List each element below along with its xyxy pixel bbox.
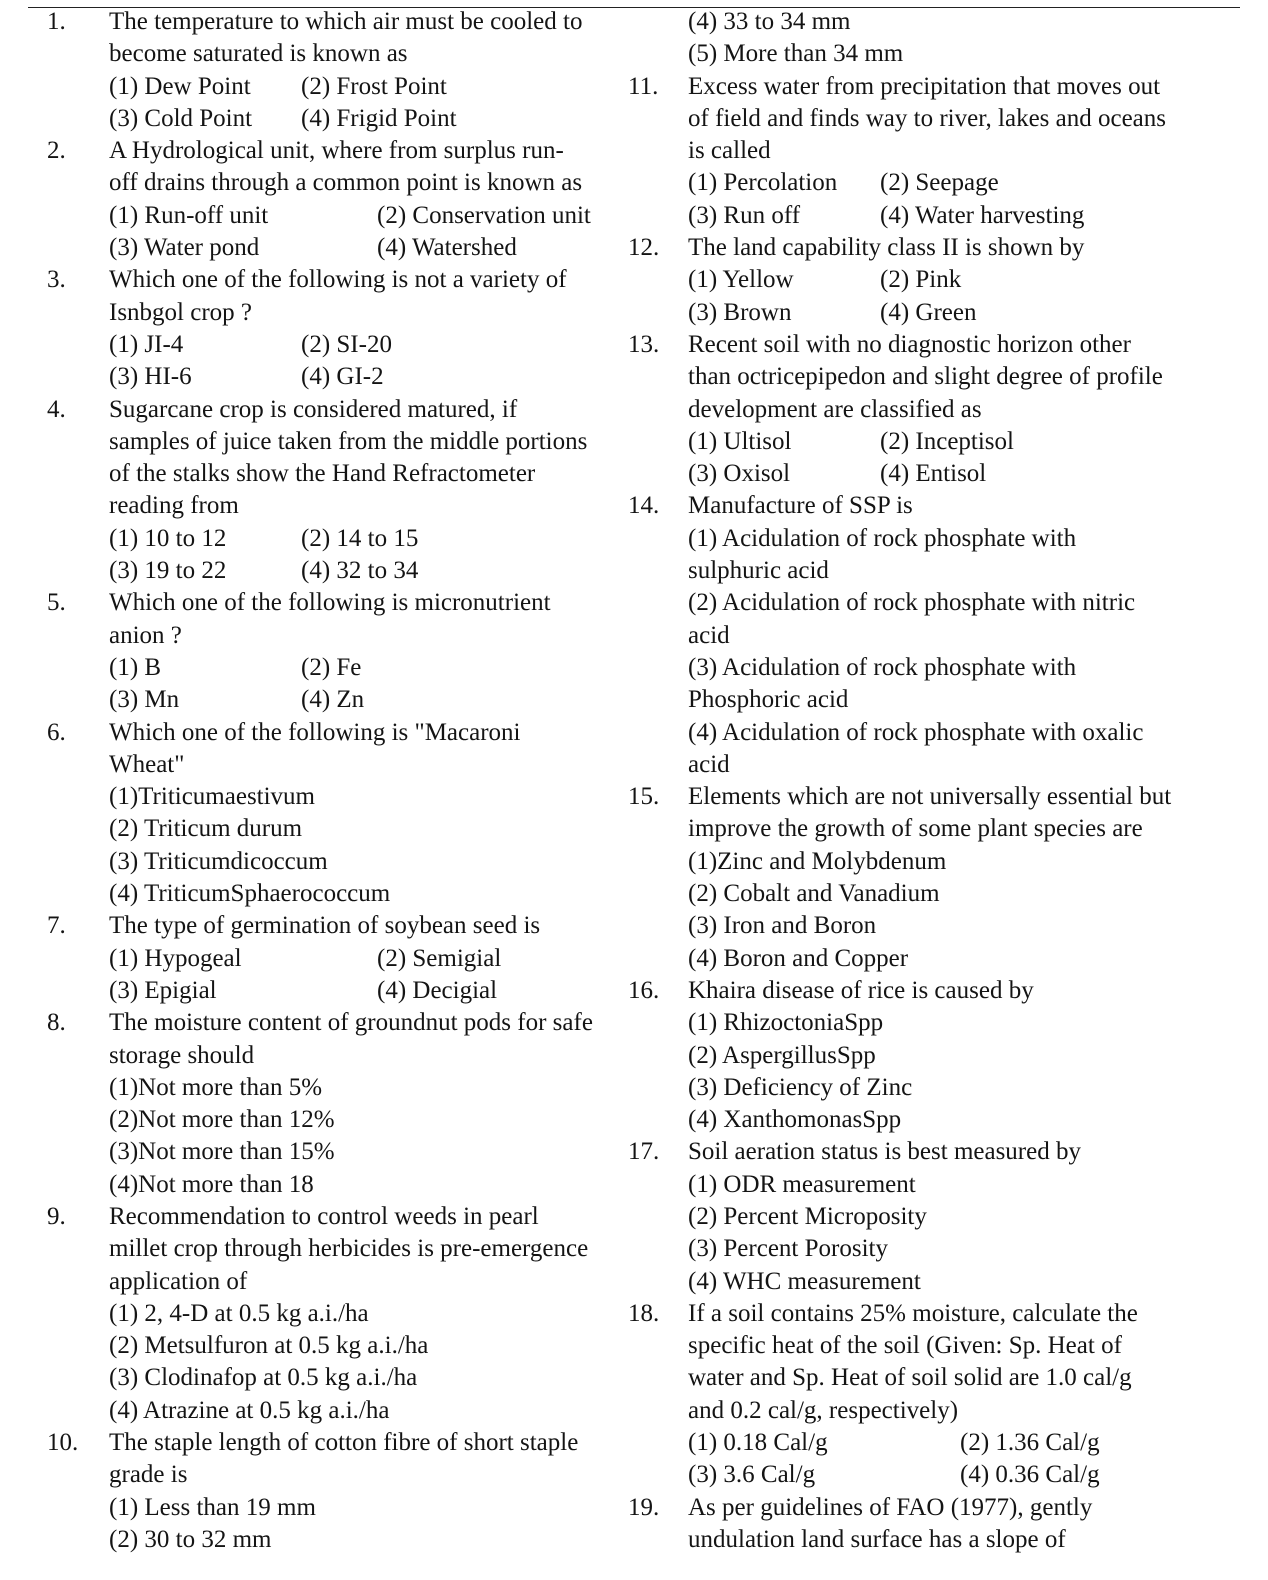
question-line	[628, 38, 1240, 70]
question-text: off drains through a common point is known as	[109, 169, 583, 197]
question-text: acid	[688, 750, 730, 778]
question-line	[47, 1233, 622, 1265]
question-line	[47, 587, 622, 619]
question-block	[628, 1136, 1240, 1297]
question-line	[628, 749, 1240, 781]
answer-option: (3) Run off	[688, 201, 801, 229]
question-text: Sugarcane crop is considered matured, if	[109, 395, 518, 423]
question-line	[628, 523, 1240, 555]
question-number: 7.	[47, 912, 66, 940]
question-line	[47, 264, 622, 296]
question-text: (5) More than 34 mm	[688, 40, 904, 68]
question-line	[47, 1492, 622, 1524]
question-text: (4) Acidulation of rock phosphate with oxalic	[688, 718, 1144, 746]
question-text: sulphuric acid	[688, 557, 829, 585]
question-text: development are classified as	[688, 395, 982, 423]
answer-option: (3) Brown	[688, 298, 792, 326]
question-line	[47, 1427, 622, 1459]
options-row	[47, 652, 622, 684]
question-block	[47, 394, 622, 588]
question-line	[47, 1459, 622, 1491]
answer-option: (1) Run-off unit	[109, 201, 269, 229]
question-line	[628, 813, 1240, 845]
question-text: (2) Cobalt and Vanadium	[688, 880, 940, 908]
question-number: 6.	[47, 718, 66, 746]
question-line	[47, 1201, 622, 1233]
question-line	[628, 910, 1240, 942]
question-number: 19.	[628, 1493, 660, 1521]
question-number: 9.	[47, 1202, 66, 1230]
question-block	[47, 910, 622, 1007]
question-text: Manufacture of SSP is	[688, 492, 913, 520]
options-row	[47, 103, 622, 135]
question-line	[47, 620, 622, 652]
question-line	[47, 1330, 622, 1362]
question-text: improve the growth of some plant species are	[688, 815, 1143, 843]
answer-option: (1) Ultisol	[688, 427, 792, 455]
question-text: (2) Triticum durum	[109, 815, 303, 843]
question-text: As per guidelines of FAO (1977), gently	[688, 1493, 1093, 1521]
question-block	[628, 71, 1240, 232]
question-text: reading from	[109, 492, 239, 520]
answer-option: (2) Conservation unit	[377, 201, 591, 229]
answer-option: (2) Pink	[880, 266, 962, 294]
question-line	[628, 490, 1240, 522]
question-text: (4) XanthomonasSpp	[688, 1106, 902, 1134]
question-text: (1) ODR measurement	[688, 1170, 916, 1198]
answer-option: (1) Percolation	[688, 169, 838, 197]
answer-option: (3) Mn	[109, 686, 180, 714]
question-number: 15.	[628, 783, 660, 811]
question-block	[47, 717, 622, 911]
question-text: (3) Acidulation of rock phosphate with	[688, 653, 1077, 681]
options-row	[628, 1427, 1240, 1459]
question-text: than octricepipedon and slight degree of profile	[688, 363, 1163, 391]
answer-option: (1) B	[109, 653, 162, 681]
question-line	[47, 1072, 622, 1104]
question-line	[628, 684, 1240, 716]
question-text: (4) 33 to 34 mm	[688, 8, 851, 35]
question-line	[47, 1104, 622, 1136]
question-text: water and Sp. Heat of soil solid are 1.0 cal/g	[688, 1364, 1132, 1392]
question-text: samples of juice taken from the middle portions	[109, 427, 588, 455]
question-text: Which one of the following is micronutrient	[109, 589, 551, 617]
answer-option: (1) Yellow	[688, 266, 794, 294]
question-text: (2) AspergillusSpp	[688, 1041, 876, 1069]
question-line	[628, 846, 1240, 878]
question-text: (3)Not more than 15%	[109, 1138, 335, 1166]
question-text: The land capability class II is shown by	[688, 234, 1085, 262]
question-text: (4) TriticumSphaerococcum	[109, 880, 391, 908]
question-number: 10.	[47, 1429, 79, 1457]
question-text: Recommendation to control weeds in pearl	[109, 1202, 539, 1230]
question-line	[47, 458, 622, 490]
question-number: 17.	[628, 1138, 660, 1166]
question-block	[47, 1007, 622, 1201]
question-line	[628, 103, 1240, 135]
question-line	[47, 426, 622, 458]
answer-option: (3) Epigial	[109, 976, 217, 1004]
question-text: (3) Deficiency of Zinc	[688, 1073, 913, 1101]
question-line	[628, 1201, 1240, 1233]
question-block	[628, 329, 1240, 490]
question-number: 4.	[47, 395, 66, 423]
left-column	[47, 6, 622, 1556]
question-text: Khaira disease of rice is caused by	[688, 976, 1034, 1004]
answer-option: (4) Frigid Point	[301, 104, 457, 132]
question-number: 13.	[628, 330, 660, 358]
question-line	[47, 1362, 622, 1394]
question-line	[628, 1266, 1240, 1298]
answer-option: (1) 0.18 Cal/g	[688, 1429, 828, 1457]
question-text: Recent soil with no diagnostic horizon other	[688, 330, 1131, 358]
options-row	[47, 684, 622, 716]
question-block	[628, 1492, 1240, 1557]
answer-option: (2) Frost Point	[301, 72, 447, 100]
question-text: (1)Not more than 5%	[109, 1073, 323, 1101]
question-text: (4) WHC measurement	[688, 1267, 921, 1295]
options-row	[628, 458, 1240, 490]
question-line	[47, 1169, 622, 1201]
options-row	[628, 297, 1240, 329]
question-line	[47, 1040, 622, 1072]
question-line	[47, 6, 622, 38]
question-text: (1)Zinc and Molybdenum	[688, 847, 947, 875]
question-block	[47, 264, 622, 393]
question-line	[47, 394, 622, 426]
question-line	[47, 167, 622, 199]
question-block	[47, 6, 622, 135]
question-line	[47, 1007, 622, 1039]
question-text: acid	[688, 621, 730, 649]
options-row	[628, 426, 1240, 458]
answer-option: (3) 19 to 22	[109, 557, 227, 585]
question-number: 16.	[628, 976, 660, 1004]
answer-option: (2) Fe	[301, 653, 362, 681]
question-line	[628, 135, 1240, 167]
question-line	[47, 135, 622, 167]
question-text: grade is	[109, 1461, 188, 1489]
options-row	[47, 975, 622, 1007]
question-block	[47, 1201, 622, 1427]
question-number: 8.	[47, 1009, 66, 1037]
question-line	[628, 1233, 1240, 1265]
question-block	[47, 587, 622, 716]
question-line	[628, 1136, 1240, 1168]
question-block	[47, 135, 622, 264]
question-line	[628, 1524, 1240, 1556]
options-row	[47, 232, 622, 264]
question-text: Excess water from precipitation that moves out	[688, 72, 1161, 100]
answer-option: (4) GI-2	[301, 363, 384, 391]
question-text: The type of germination of soybean seed is	[109, 912, 541, 940]
answer-option: (4) Decigial	[377, 976, 498, 1004]
question-text: (2) 30 to 32 mm	[109, 1525, 272, 1553]
question-number: 11.	[628, 72, 659, 100]
question-line	[47, 1395, 622, 1427]
question-line	[628, 361, 1240, 393]
question-line	[628, 878, 1240, 910]
answer-option: (4) Zn	[301, 686, 365, 714]
options-row	[628, 1459, 1240, 1491]
answer-option: (2) Semigial	[377, 944, 502, 972]
answer-option: (4) 0.36 Cal/g	[960, 1461, 1100, 1489]
question-text: storage should	[109, 1041, 255, 1069]
question-line	[628, 781, 1240, 813]
question-line	[47, 1298, 622, 1330]
question-text: millet crop through herbicides is pre-emergence	[109, 1235, 589, 1263]
question-line	[628, 1007, 1240, 1039]
question-text: (1) RhizoctoniaSpp	[688, 1009, 884, 1037]
question-text: (1) Less than 19 mm	[109, 1493, 316, 1521]
answer-option: (2) SI-20	[301, 330, 392, 358]
answer-option: (4) Green	[880, 298, 977, 326]
options-row	[47, 361, 622, 393]
options-row	[628, 264, 1240, 296]
question-text: (3) Clodinafop at 0.5 kg a.i./ha	[109, 1364, 418, 1392]
question-block	[628, 975, 1240, 1136]
answer-option: (2) Inceptisol	[880, 427, 1014, 455]
question-line	[47, 846, 622, 878]
question-text: The staple length of cotton fibre of short staple	[109, 1429, 579, 1457]
question-line	[47, 1266, 622, 1298]
question-text: The moisture content of groundnut pods for safe	[109, 1009, 593, 1037]
options-row	[47, 200, 622, 232]
question-number: 18.	[628, 1299, 660, 1327]
answer-option: (3) Water pond	[109, 234, 260, 262]
question-text: If a soil contains 25% moisture, calculate the	[688, 1299, 1138, 1327]
question-line	[628, 555, 1240, 587]
question-line	[628, 717, 1240, 749]
question-line	[628, 1330, 1240, 1362]
question-block	[628, 1298, 1240, 1492]
question-line	[47, 490, 622, 522]
answer-option: (3) 3.6 Cal/g	[688, 1461, 816, 1489]
question-block	[628, 490, 1240, 781]
answer-option: (1) JI-4	[109, 330, 184, 358]
question-text: of field and finds way to river, lakes and oceans	[688, 104, 1167, 132]
question-text: specific heat of the soil (Given: Sp. Heat of	[688, 1332, 1122, 1360]
answer-option: (2) 14 to 15	[301, 524, 419, 552]
question-text: become saturated is known as	[109, 40, 408, 68]
options-row	[628, 167, 1240, 199]
question-block	[628, 232, 1240, 329]
options-row	[47, 329, 622, 361]
question-text: (3) Triticumdicoccum	[109, 847, 328, 875]
answer-option: (3) HI-6	[109, 363, 192, 391]
question-line	[628, 71, 1240, 103]
question-line	[628, 587, 1240, 619]
question-line	[628, 1072, 1240, 1104]
question-line	[47, 1136, 622, 1168]
answer-option: (4) Water harvesting	[880, 201, 1085, 229]
question-line	[47, 749, 622, 781]
options-row	[628, 200, 1240, 232]
question-line	[47, 717, 622, 749]
question-number: 12.	[628, 234, 660, 262]
answer-option: (1) 10 to 12	[109, 524, 227, 552]
question-number: 3.	[47, 266, 66, 294]
question-text: and 0.2 cal/g, respectively)	[688, 1396, 959, 1424]
question-text: (1) Acidulation of rock phosphate with	[688, 524, 1077, 552]
question-line	[628, 1492, 1240, 1524]
question-block	[47, 1427, 622, 1556]
question-line	[628, 329, 1240, 361]
question-line	[628, 394, 1240, 426]
question-text: (4) Atrazine at 0.5 kg a.i./ha	[109, 1396, 390, 1424]
answer-option: (3) Cold Point	[109, 104, 253, 132]
question-line	[628, 1104, 1240, 1136]
question-line	[628, 652, 1240, 684]
question-text: (3) Iron and Boron	[688, 912, 877, 940]
question-text: Which one of the following is "Macaroni	[109, 718, 521, 746]
question-line	[628, 1298, 1240, 1330]
question-text: Which one of the following is not a variety of	[109, 266, 567, 294]
answer-option: (3) Oxisol	[688, 460, 791, 488]
question-text: A Hydrological unit, where from surplus run-	[109, 137, 564, 165]
question-line	[47, 297, 622, 329]
question-text: (1) 2, 4-D at 0.5 kg a.i./ha	[109, 1299, 369, 1327]
question-text: Elements which are not universally essential but	[688, 783, 1172, 811]
question-line	[47, 781, 622, 813]
question-text: (4)Not more than 18	[109, 1170, 314, 1198]
answer-option: (1) Hypogeal	[109, 944, 242, 972]
question-text: of the stalks show the Hand Refractometer	[109, 460, 536, 488]
answer-option: (2) Seepage	[880, 169, 999, 197]
question-line	[628, 975, 1240, 1007]
question-line	[47, 38, 622, 70]
question-line	[628, 943, 1240, 975]
question-text: anion ?	[109, 621, 182, 649]
question-text: The temperature to which air must be cooled to	[109, 8, 583, 35]
question-text: is called	[688, 137, 771, 165]
question-text: (4) Boron and Copper	[688, 944, 909, 972]
question-text: application of	[109, 1267, 248, 1295]
question-number: 5.	[47, 589, 66, 617]
question-line	[47, 813, 622, 845]
question-block	[628, 6, 1240, 71]
question-line	[628, 1040, 1240, 1072]
question-block	[628, 781, 1240, 975]
answer-option: (4) Entisol	[880, 460, 987, 488]
question-line	[628, 232, 1240, 264]
question-text: Wheat"	[109, 750, 185, 778]
question-text: (3) Percent Porosity	[688, 1235, 888, 1263]
question-line	[628, 1362, 1240, 1394]
question-text: Phosphoric acid	[688, 686, 849, 714]
answer-option: (4) 32 to 34	[301, 557, 419, 585]
question-number: 2.	[47, 137, 66, 165]
question-text: (2) Percent Microposity	[688, 1202, 927, 1230]
answer-option: (2) 1.36 Cal/g	[960, 1429, 1100, 1457]
right-column	[628, 6, 1240, 1556]
question-line	[628, 1395, 1240, 1427]
answer-option: (4) Watershed	[377, 234, 517, 262]
question-text: Isnbgol crop ?	[109, 298, 253, 326]
options-row	[47, 555, 622, 587]
question-text: undulation land surface has a slope of	[688, 1525, 1066, 1553]
question-line	[47, 1524, 622, 1556]
question-line	[628, 6, 1240, 38]
question-text: Soil aeration status is best measured by	[688, 1138, 1081, 1166]
options-row	[47, 943, 622, 975]
question-number: 1.	[47, 8, 66, 35]
question-line	[628, 620, 1240, 652]
question-text: (2)Not more than 12%	[109, 1106, 335, 1134]
question-text: (2) Acidulation of rock phosphate with nitric	[688, 589, 1136, 617]
options-row	[47, 71, 622, 103]
answer-option: (1) Dew Point	[109, 72, 251, 100]
question-line	[47, 910, 622, 942]
question-number: 14.	[628, 492, 660, 520]
question-line	[47, 878, 622, 910]
question-line	[628, 1169, 1240, 1201]
question-text: (1)Triticumaestivum	[109, 783, 316, 811]
options-row	[47, 523, 622, 555]
question-text: (2) Metsulfuron at 0.5 kg a.i./ha	[109, 1332, 429, 1360]
